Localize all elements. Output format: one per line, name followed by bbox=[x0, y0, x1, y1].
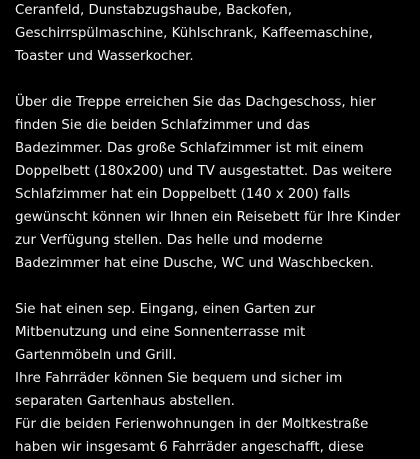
paragraph-spacer bbox=[15, 68, 410, 91]
description-paragraph-appliances bbox=[15, 0, 410, 68]
description-paragraph-upper-floor bbox=[15, 91, 410, 275]
text-line: finden Sie die beiden Schlafzimmer und das bbox=[15, 118, 311, 133]
text-line: Ihre Fahrräder können Sie bequem und sicher im bbox=[15, 371, 343, 386]
text-line: Mitbenutzung und eine Sonnenterrasse mit bbox=[15, 325, 306, 340]
text-line: haben wir insgesamt 6 Fahrräder angeschafft, diese bbox=[15, 440, 364, 455]
description-paragraph-garden bbox=[15, 298, 410, 459]
text-line: Für die beiden Ferienwohnungen in der Moltkestraße bbox=[15, 417, 369, 432]
text-line: Sie hat einen sep. Eingang, einen Garten zur bbox=[15, 302, 316, 317]
text-line: Ceranfeld, Dunstabzugshaube, Backofen, bbox=[15, 3, 293, 18]
text-line: zur Verfügung stellen. Das helle und moderne bbox=[15, 233, 323, 248]
text-line: Schlafzimmer hat ein Doppelbett (140 x 200) falls bbox=[15, 187, 351, 202]
text-line: Badezimmer hat eine Dusche, WC und Waschbecken. bbox=[15, 256, 374, 271]
text-line: Geschirrspülmaschine, Kühlschrank, Kaffeemaschine, bbox=[15, 26, 373, 41]
paragraph-spacer bbox=[15, 275, 410, 298]
text-line: separaten Gartenhaus abstellen. bbox=[15, 394, 235, 409]
text-line: Toaster und Wasserkocher. bbox=[15, 49, 194, 64]
text-line: gewünscht können wir Ihnen ein Reisebett für Ihre Kinder bbox=[15, 210, 401, 225]
text-line: Doppelbett (180x200) und TV ausgestattet. Das weitere bbox=[15, 164, 392, 179]
text-line: Badezimmer. Das große Schlafzimmer ist mit einem bbox=[15, 141, 364, 156]
text-line: Über die Treppe erreichen Sie das Dachgeschoss, hier bbox=[15, 95, 376, 110]
text-line: Gartenmöbeln und Grill. bbox=[15, 348, 177, 363]
